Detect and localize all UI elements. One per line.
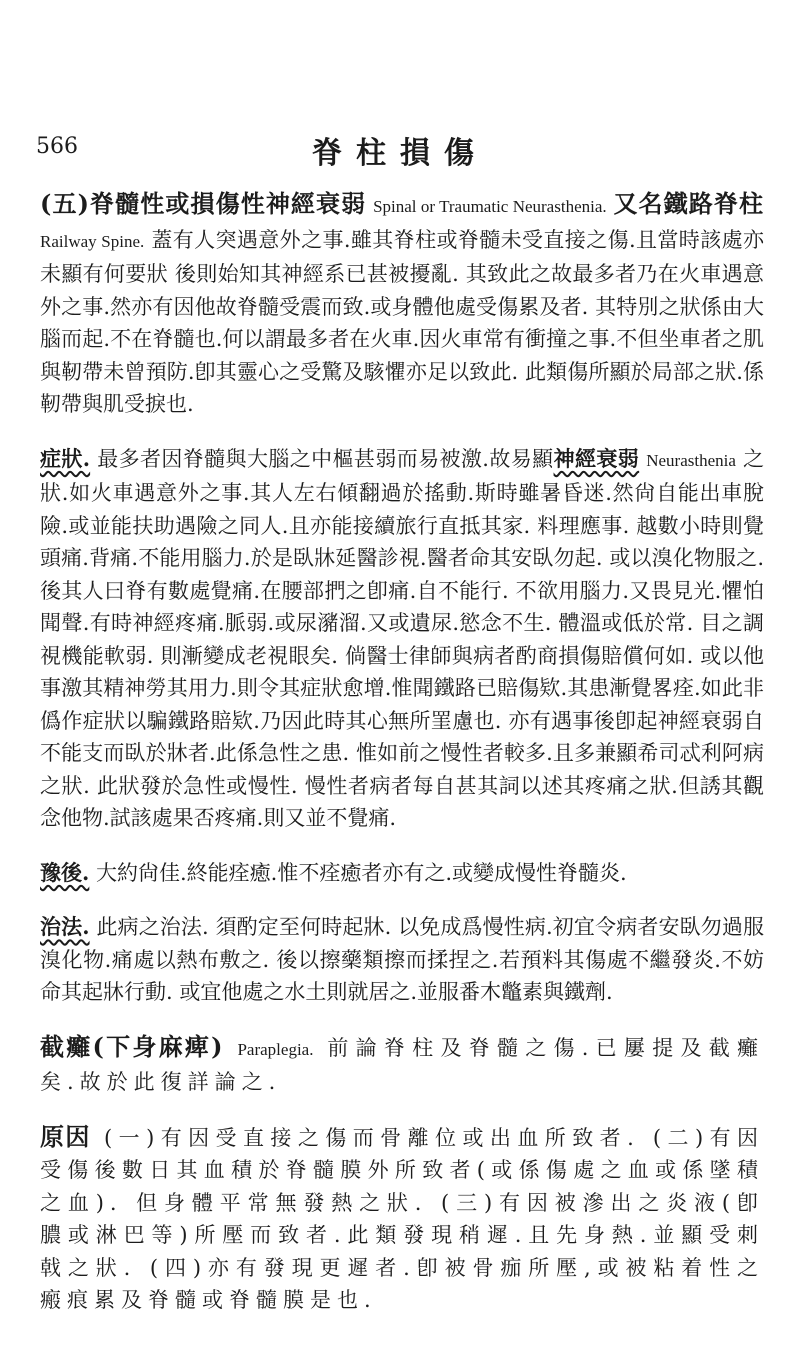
symptoms-english: Neurasthenia [646, 450, 736, 470]
section5-paragraph [40, 188, 764, 421]
section5-english: Spinal or Traumatic Neurasthenia. [373, 197, 607, 216]
prognosis-label: 豫後. [40, 859, 90, 885]
cause-paragraph [40, 1121, 764, 1317]
symptoms-text-b: 之狀.如火車遇意外之事.其人左右傾翻過於搖動.斯時雖暑昏迷.然尙自能出車脫險.或並能扶助遇險之同人.且亦能接續旅行直抵其家. 料理應事. 越數小時則覺頭痛.背痛.不能用腦力.於是臥牀延醫診視.醫者命其安臥勿起. 或以溴化物服之.後其人曰脊有數處覺痛.在腰部捫之卽痛.自不能行. 不欲用腦力.又畏見光.懼怕聞聲.有時神經疼痛.脈弱.或尿瀦溜.又或遺尿.慾念不生. 體溫或低於常. 目之調視機能軟弱. 則漸變成老視眼矣. 倘醫士律師與病者酌商損傷賠償何如. 或以他事激其精神勞其用力.則令其症狀愈增.惟聞鐵路已賠傷欵.其患漸覺畧痊.如此非僞作症狀以騙鐵路賠欵.乃因此時其心無所罣慮也. 亦有遇事後卽起神經衰弱自不能支而臥於牀者.此係急性之患. 惟如前之慢性者較多.且多兼顯希司忒利阿病之狀. 此狀發於急性或慢性. 慢性者病者每自甚其詞以述其疼痛之狀.但誘其觀念他物.試該處果否疼痛.則又並不覺痛. [40, 446, 764, 830]
treatment-paragraph [40, 911, 764, 1009]
paraplegia-heading: 截癱(下身麻痺) [40, 1031, 224, 1061]
section5-aka: 又名鐵路脊柱 [613, 189, 764, 218]
paraplegia-paragraph [40, 1031, 764, 1099]
running-head: 脊柱損傷 [312, 136, 488, 171]
prognosis-text: 大約尙佳.終能痊癒.惟不痊癒者亦有之.或變成慢性脊髓炎. [96, 860, 627, 885]
symptoms-text-a: 最多者因脊髓與大腦之中樞甚弱而易被激.故易顯 [97, 446, 554, 471]
cause-text: (一)有因受直接之傷而骨離位或出血所致者. (二)有因受傷後數日其血積於脊髓膜外所致者(或係傷處之血或係墜積之血). 但身體平常無發熱之狀. (三)有因被滲出之炎液(卽膿或淋巴等)所壓而致者.此類發現稍遲.且先身熱.並顯受刺戟之狀. (四)亦有發現更遲者.卽被骨痂所壓,或被粘着性之瘢痕累及脊髓或脊髓膜是也. [40, 1125, 765, 1312]
section5-aka-english: Railway Spine. [40, 231, 145, 251]
symptoms-paragraph [40, 443, 764, 835]
treatment-label: 治法. [40, 914, 90, 939]
section5-heading: (五)脊髓性或損傷性神經衰弱 [40, 189, 367, 218]
symptoms-label: 症狀. [40, 445, 91, 471]
prognosis-paragraph [40, 857, 764, 890]
cause-label: 原因 [40, 1121, 91, 1151]
paraplegia-intro: 前論脊柱及脊髓之傷.已屢提及截癱矣.故於此復詳論之. [40, 1035, 764, 1094]
symptoms-term: 神經衰弱 [553, 445, 640, 471]
page-number: 566 [36, 134, 78, 159]
treatment-text: 此病之治法. 須酌定至何時起牀. 以免成爲慢性病.初宜令病者安臥勿過服溴化物.痛處以熱布敷之. 後以擦藥類擦而揉捏之.若預料其傷處不繼發炎.不妨命其起牀行動. 或宜他處之水土則就居之.並服番木鼈素與鐵劑. [40, 915, 764, 1004]
section5-text: 蓋有人突遇意外之事.雖其脊柱或脊髓未受直接之傷.且當時該處亦未顯有何要狀 後則始知其神經系已甚被擾亂. 其致此之故最多者乃在火車遇意外之事.然亦有因他故脊髓受震而致.或身體他處受傷累及者. 其特別之狀係由大腦而起.不在脊髓也.何以謂最多者在火車.因火車常有衝撞之事.不但坐車者之肌與靭帶未曾預防.卽其靈心之受驚及駭懼亦足以致此. 此類傷所顯於局部之狀.係靭帶與肌受捩也. [40, 227, 764, 416]
page-body [40, 188, 764, 1339]
paraplegia-english: Paraplegia. [237, 1039, 314, 1059]
